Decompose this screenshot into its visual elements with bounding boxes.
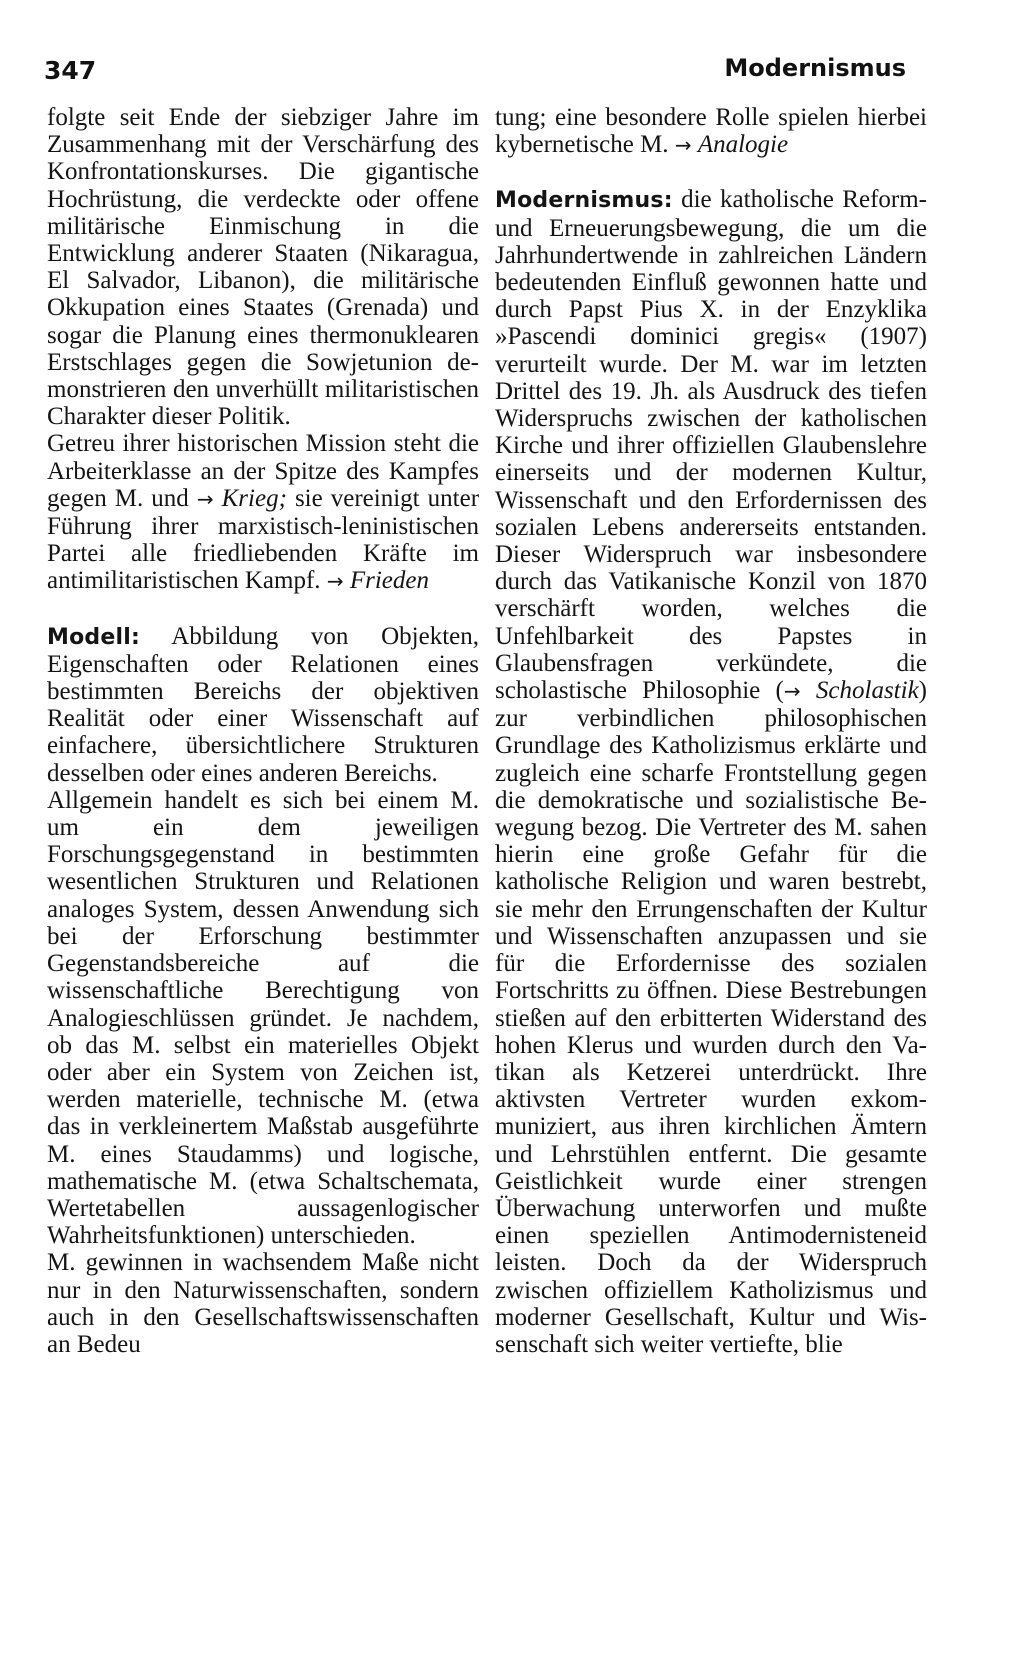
paragraph-militarism-end: folgte seit Ende der siebziger Jahre im Zusammenhang mit der Verschärfung des Konfrontationskurses. Die gigantische Hochrüstung, die verdeckte oder offene militärische Einmischung in die Entwicklung anderer Staaten (Nikaragua, El Salvador, Libanon), die militärische Okkupation eines Staates (Grenada) und sogar die Planung eines thermonuklearen Erstschlages gegen die Sowjetunion demonstrieren den unverhüllt militaristischen Charakter dieser Politik. [47, 104, 479, 431]
paragraph-modell-growth: M. gewinnen in wachsendem Maße nicht nur in den Naturwissenschaften, sondern auch in den Gesellschaftswissenschaften an Bedeu [47, 1249, 479, 1358]
paragraph-modell-continued [495, 104, 927, 159]
entry-modell [47, 623, 479, 787]
paragraph-text: Getreu ihrer historischen Mission steht die Arbeiterklasse an der Spitze des Kampfes gegen M. und [47, 430, 479, 512]
paragraph-text: tung; eine besondere Rolle spielen hierbei kybernetische M. [495, 104, 927, 159]
paragraph-working-class [47, 430, 479, 595]
cross-reference-analogie[interactable]: Analogie [697, 131, 789, 159]
arrow-icon: → [196, 486, 214, 511]
cross-reference-frieden[interactable]: Frieden [349, 567, 429, 595]
left-column [47, 104, 479, 1358]
right-column [495, 104, 927, 1358]
definition-text: ) zur verbindlichen philosophischen Grundlage des Katholizismus erklärte und zugleich eine scharfe Frontstellung gegen die demokratische und sozialistische Bewegung bezog. Die Vertreter des M. sahen hierin eine große Gefahr für die katholische Religion und waren bestrebt, sie mehr den Errungenschaften der Kultur und Wissenschaften anzupassen und sie für die Erfordernisse des sozialen Fortschritts zu öffnen. Diese Bestrebungen stießen auf den erbitterten Widerstand des hohen Klerus und wurden durch den Vatikan als Ketzerei unterdrückt. Ihre aktivsten Vertreter wurden exkommuniziert, aus ihren kirchlichen Ämtern und Lehrstühlen entfernt. Die gesamte Geistlichkeit wurde einer strengen Überwachung unterworfen und mußte einen speziellen Antimodernisteneid leisten. Doch da der Widerspruch zwischen offiziellem Katholizismus und moderner Gesellschaft, Kultur und Wissenschaft sich weiter vertiefte, blie [495, 677, 927, 1358]
arrow-icon: → [326, 569, 344, 594]
definition-text: Abbildung von Objekten, Eigenschaften oder Relationen eines bestimmten Bereichs der objektiven Realität oder einer Wissenschaft auf einfachere, übersichtlichere Strukturen desselben oder eines anderen Bereichs. [47, 622, 479, 787]
running-head: Modernismus [724, 54, 906, 82]
page-number: 347 [44, 56, 97, 85]
paragraph-text: sie vereinigt unter Führung ihrer marxistisch-leninistischen Partei alle friedliebenden Kräfte im antimilitaristischen Kampf. [47, 484, 480, 595]
paragraph-modell-general: Allgemein handelt es sich bei einem M. um ein dem jeweiligen Forschungsgegenstand in bestimmten wesentlichen Strukturen und Relationen analoges System, dessen Anwendung sich bei der Erforschung bestimmter Gegenstandsbereiche auf die wissenschaftliche Berechtigung von Analogieschlüssen gründet. Je nachdem, ob das M. selbst ein materielles Objekt oder aber ein System von Zeichen ist, werden materielle, technische M. (etwa das in verkleinertem Maßstab ausgeführte M. eines Staudamms) und logische, mathematische M. (etwa Schaltschemata, Wertetabellen aussagenlogischer Wahrheitsfunktionen) unterschieden. [47, 786, 479, 1250]
definition-text: die katholische Reform- und Erneuerungsbewegung, die um die Jahrhundertwende in zahlreichen Ländern bedeutenden Einfluß gewonnen hatte und durch Papst Pius X. in der Enzyklika »Pascendi dominici gregis« (1907) verurteilt wurde. Der M. war im letzten Drittel des 19. Jh. als Ausdruck des tiefen Widerspruchs zwischen der katholischen Kirche und ihrer offiziellen Glaubenslehre einerseits und der modernen Kultur, Wissenschaft und den Erfordernissen des sozialen Lebens andererseits entstanden. Dieser Widerspruch war insbesondere durch das Vatikanische Konzil von 1870 verschärft worden, welches die Unfehlbarkeit des Papstes in Glaubensfragen verkündete, die scholastische Philosophie ( [495, 186, 928, 705]
headword-modernismus: Modernismus: [495, 188, 673, 214]
arrow-icon: → [674, 133, 692, 158]
cross-reference-scholastik[interactable]: Scholastik [815, 677, 919, 705]
arrow-icon: → [783, 679, 801, 704]
cross-reference-krieg[interactable]: Krieg; [221, 484, 287, 512]
headword-modell: Modell: [47, 624, 140, 650]
entry-modernismus [495, 186, 927, 1358]
